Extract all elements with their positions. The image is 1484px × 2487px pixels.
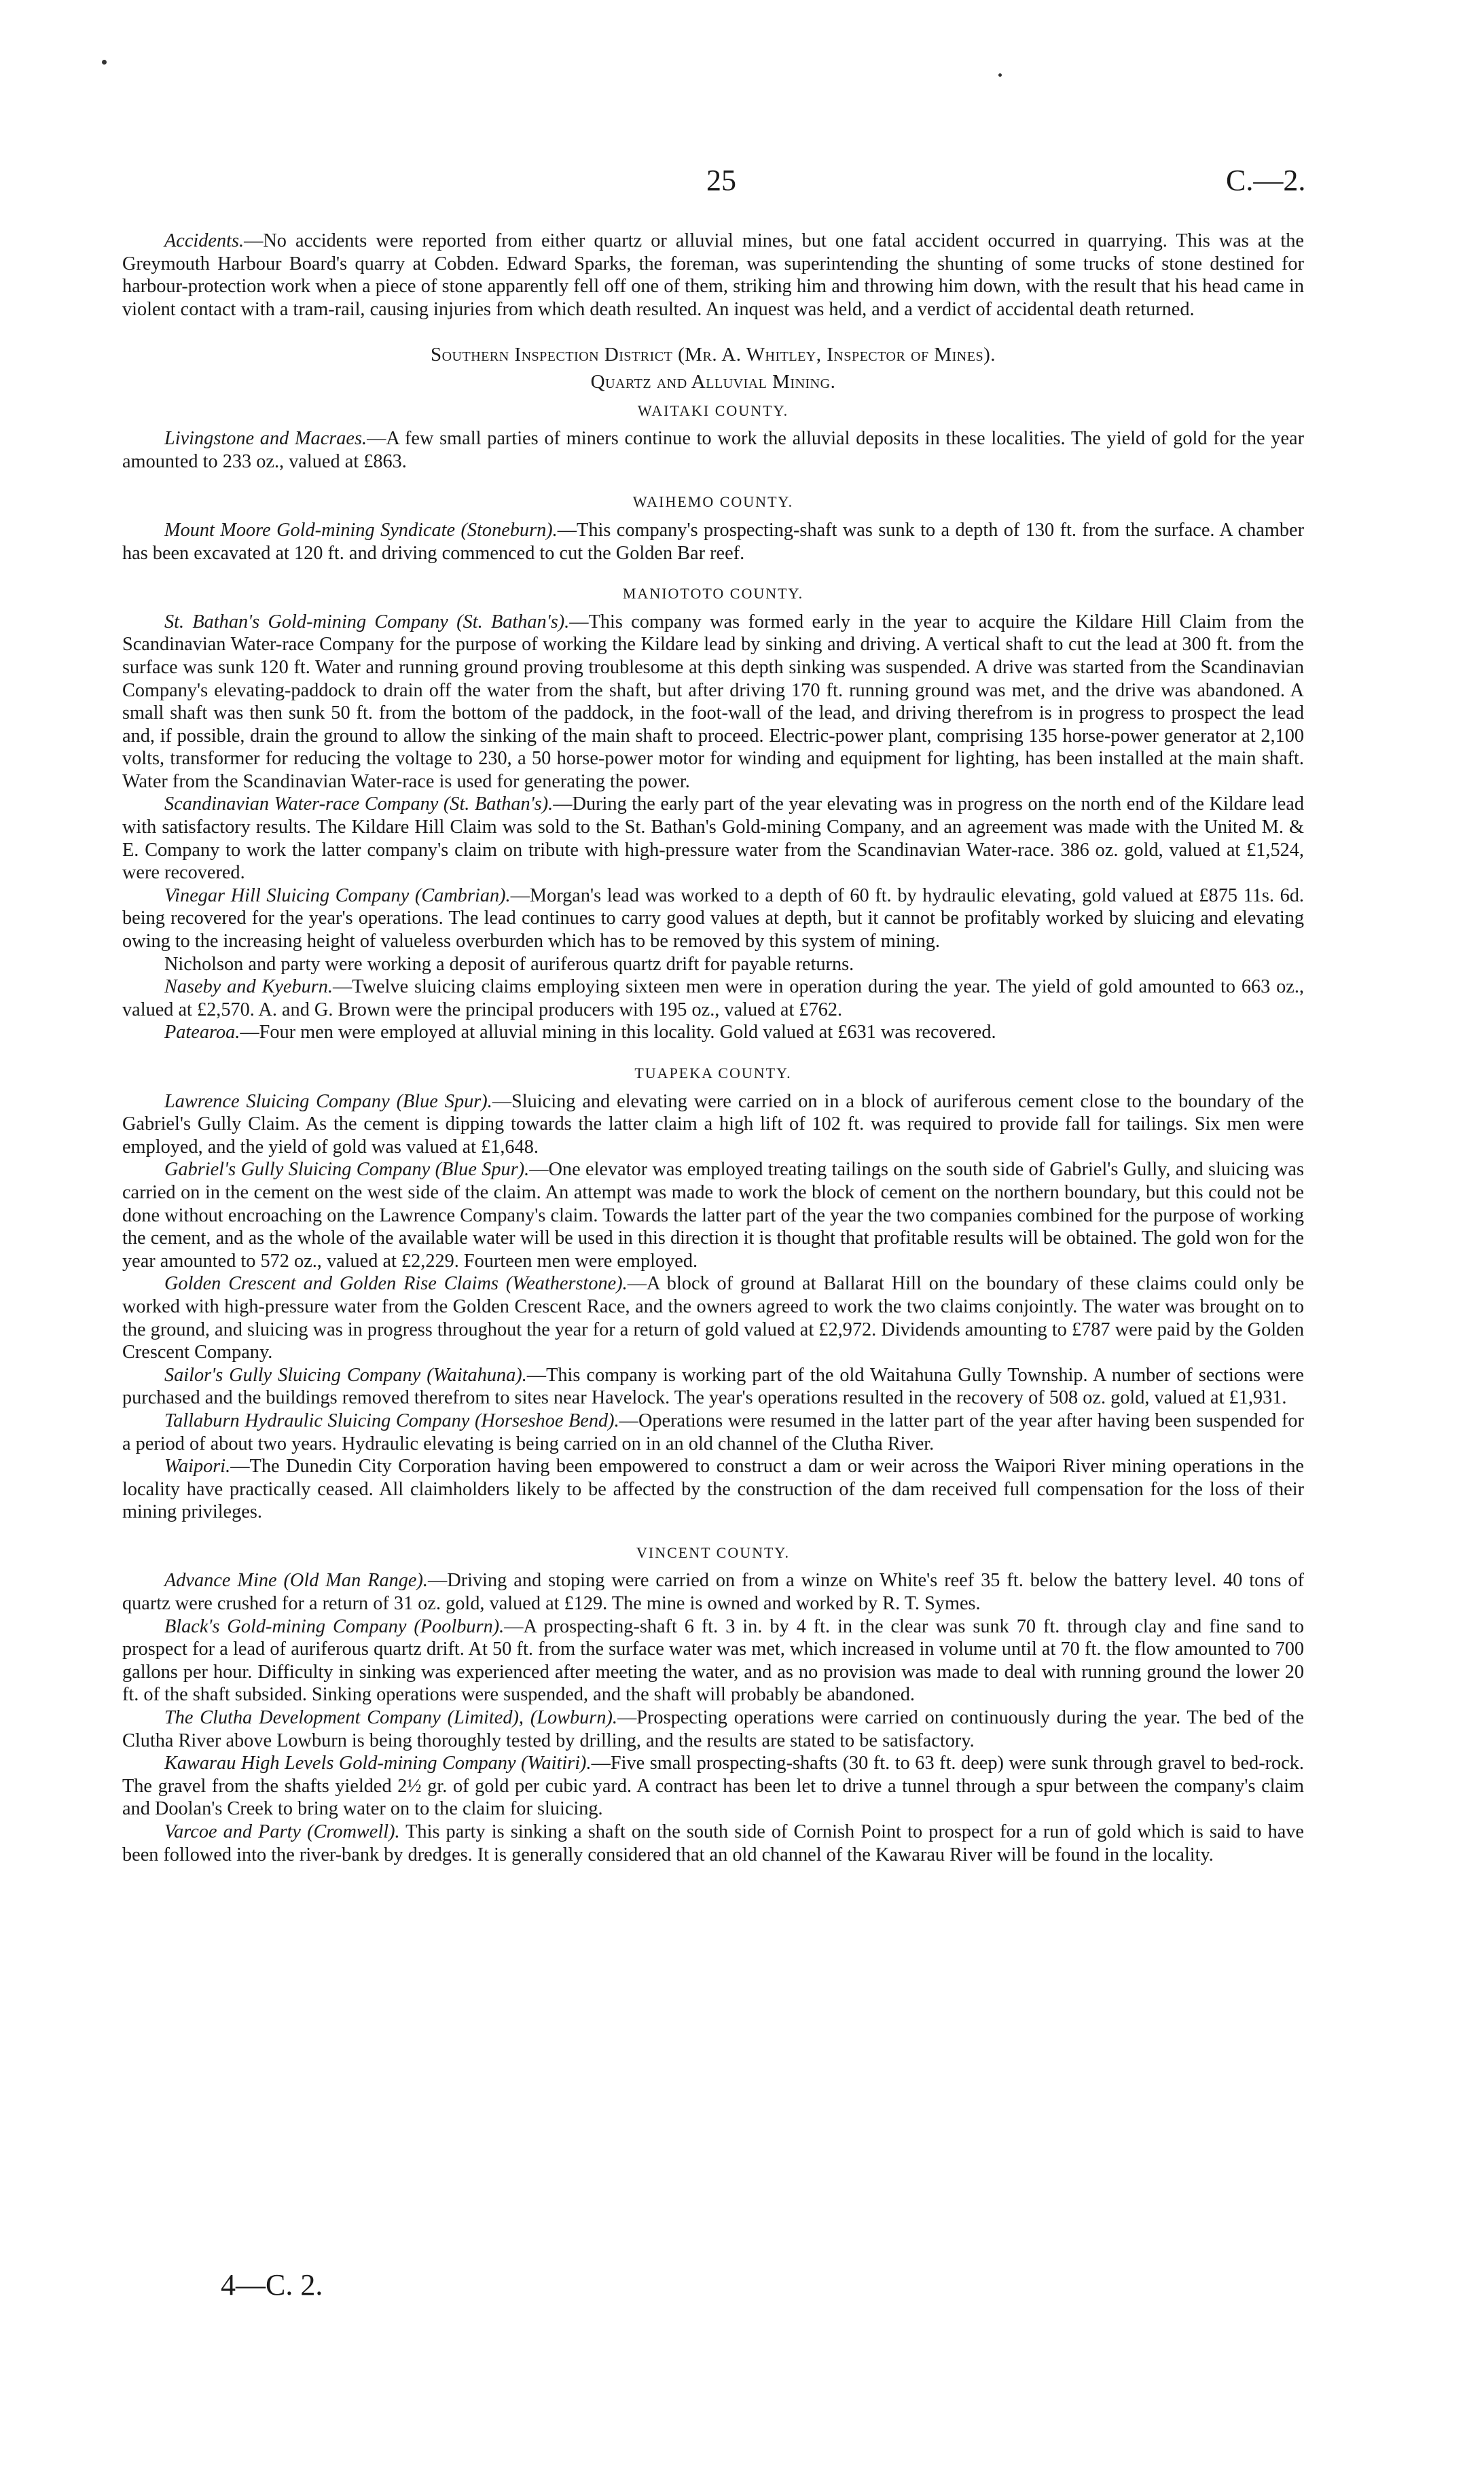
county-heading-vincent: VINCENT COUNTY. [636,1543,790,1561]
paragraph-blacks: Black's Gold-mining Company (Poolburn).—A prospecting-shaft 6 ft. 3 in. by 4 ft. in the clear was sunk 70 ft. through clay and fine sand to prospect for a lead of auriferous quartz drift. At 50 ft. from the surface water was met, which increased in volume until at 70 ft. the flow amounted to 700 gallons per hour. Difficulty in sinking was experienced after meeting the water, and as no provision was made to deal with running ground the lower 20 ft. of the shaft subsided. Sinking operations were suspended, and the shaft will probably be abandoned. [122,1615,1304,1706]
paragraph-sailors-gully: Sailor's Gully Sluicing Company (Waitahuna).—This company is working part of the old Waitahuna Gully Township. A number of sections were purchased and the buildings removed therefrom to sites near Havelock. The year's operations resulted in the recovery of 508 oz. gold, valued at £1,931. [122,1364,1304,1409]
paragraph-mount-moore: Mount Moore Gold-mining Syndicate (Stoneburn).—This company's prospecting-shaft was sunk to a depth of 130 ft. from the surface. A chamber has been excavated at 120 ft. and driving commenced to cut the Golden Bar reef. [122,519,1304,564]
paragraph-advance-mine: Advance Mine (Old Man Range).—Driving and stoping were carried on from a winze on White's reef 35 ft. below the battery level. 40 tons of quartz were crushed for a return of 31 oz. gold, valued at £129. The mine is owned and worked by R. T. Symes. [122,1570,1304,1615]
scan-speck [102,60,107,65]
paragraph-clutha-development: The Clutha Development Company (Limited), (Lowburn).—Prospecting operations were carried on continuously during the year. The bed of the Clutha River above Lowburn is being thoroughly tested by drilling, and the results are stated to be satisfactory. [122,1707,1304,1751]
district-heading: Southern Inspection District (Mr. A. Whitley, Inspector of Mines). [430,344,996,366]
paragraph-tallaburn: Tallaburn Hydraulic Sluicing Company (Horseshoe Bend).—Operations were resumed in the latter part of the year after having been suspended for a period of about two years. Hydraulic elevating is being carried on in an old channel of the Clutha River. [122,1410,1304,1454]
paragraph-text: —No accidents were reported from either quartz or alluvial mines, but one fatal accident occurred in quarrying. This was at the Greymouth Harbour Board's quarry at Cobden. Edward Sparks, the foreman, was superintending the shunting of some trucks of stone destined for harbour-protection work when a piece of stone apparently fell off one of them, striking him and throwing him down, with the result that his head came in violent contact with a tram-rail, causing injuries from which death resulted. An inquest was held, and a verdict of accidental death returned. [122,230,1304,320]
county-heading-waihemo: WAIHEMO COUNTY. [632,493,794,511]
document-reference: C.—2. [1226,164,1306,197]
paragraph-gabriels: Gabriel's Gully Sluicing Company (Blue Spur).—One elevator was employed treating tailings on the south side of Gabriel's Gully, and sluicing was carried on in the cement on the west side of the claim. An attempt was made to work the block of cement on the northern boundary, but this could not be done without encroaching on the Lawrence Company's claim. Towards the latter part of the year the two companies combined for the purpose of working the cement, and as the whole of the available water will be used in this direction it is thought that profitable results will be obtained. The gold won for the year amounted to 572 oz., valued at £2,229. Fourteen men were employed. [122,1159,1304,1272]
paragraph-vinegar-hill: Vinegar Hill Sluicing Company (Cambrian).—Morgan's lead was worked to a depth of 60 ft. by hydraulic elevating, gold valued at £875 11s. 6d. being recovered for the year's operations. The lead continues to carry good values at depth, but it cannot be profitably worked by sluicing and elevating owing to the increasing height of valueless overburden which has to be removed by this system of mining. [122,884,1305,952]
county-heading-tuapeka: TUAPEKA COUNTY. [634,1064,792,1081]
paragraph-livingstone: Livingstone and Macraes.—A few small parties of miners continue to work the alluvial deposits in these localities. The yield of gold for the year amounted to 233 oz., valued at £863. [122,428,1304,472]
paragraph-accidents [122,230,1304,321]
county-heading-maniototo: MANIOTOTO COUNTY. [622,585,804,603]
paragraph-kawarau: Kawarau High Levels Gold-mining Company (Waitiri).—Five small prospecting-shafts (30 ft. to 63 ft. deep) were sunk through gravel to bed-rock. The gravel from the shafts yielded 2½ gr. of gold per cubic yard. A contract has been let to drive a tunnel through a spur between the company's claim and Doolan's Creek to bring water on to the claim for sluicing. [122,1753,1304,1820]
paragraph-patearoa: Patearoa.—Four men were employed at alluvial mining in this locality. Gold valued at £631 was recovered. [164,1022,996,1043]
scan-speck [998,73,1002,77]
paragraph-waipori: Waipori.—The Dunedin City Corporation having been empowered to construct a dam or weir across the Waipori River mining operations in the locality have practically ceased. All claimholders likely to be affected by the construction of the dam received full compensation for the loss of their mining privileges. [122,1456,1304,1523]
paragraph-lawrence: Lawrence Sluicing Company (Blue Spur).—Sluicing and elevating were carried on in a block of auriferous cement close to the boundary of the Gabriel's Gully Claim. As the cement is dipping towards the latter claim a high lift of 102 ft. was required to provide fall for tailings. Six men were employed, and the yield of gold was valued at £1,648. [122,1090,1304,1158]
paragraph-naseby: Naseby and Kyeburn.—Twelve sluicing claims employing sixteen men were in operation during the year. The yield of gold amounted to 663 oz., valued at £2,570. A. and G. Brown were the principal producers with 195 oz., valued at £762. [122,976,1305,1020]
paragraph-lead: Accidents. [164,230,245,251]
county-heading-waitaki: WAITAKI COUNTY. [637,401,789,419]
page-footer-signature: 4—C. 2. [221,2268,323,2302]
section-subheading: Quartz and Alluvial Mining. [590,370,836,393]
paragraph-varcoe: Varcoe and Party (Cromwell). This party is sinking a shaft on the south side of Cornish Point to prospect for a run of gold which is said to have been followed into the river-bank by dredges. It is generally considered that an old channel of the Kawarau River will be found in the locality. [122,1821,1304,1865]
paragraph-st-bathans: St. Bathan's Gold-mining Company (St. Bathan's).—This company was formed early in the year to acquire the Kildare Hill Claim from the Scandinavian Water-race Company for the purpose of working the Kildare lead by sinking and driving. A vertical shaft to cut the lead at 300 ft. from the surface was sunk 120 ft. Water and running ground proving troublesome at this depth sinking was suspended. A drive was started from the Scandinavian Company's elevating-paddock to drain off the water from the shaft, but after driving 170 ft. running ground was met, and the drive was abandoned. A small shaft was then sunk 50 ft. from the bottom of the paddock, in the foot-wall of the lead, and driving therefrom is in progress to prospect the lead and, if possible, drain the ground to allow the sinking of the main shaft to proceed. Electric-power plant, comprising 135 horse-power generator at 2,100 volts, transformer for reducing the voltage to 230, a 50 horse-power motor for winding and equipment for lighting, has been installed at the main shaft. Water from the Scandinavian Water-race is used for generating the power. [122,611,1305,792]
paragraph-scandinavian: Scandinavian Water-race Company (St. Bathan's).—During the early part of the year elevating was in progress on the north end of the Kildare lead with satisfactory results. The Kildare Hill Claim was sold to the St. Bathan's Gold-mining Company, and an agreement was made with the United M. & E. Company to work the latter company's claim on tribute with high-pressure water from the Scandinavian Water-race. 386 oz. gold, valued at £1,524, were recovered. [122,793,1304,884]
page-number: 25 [706,164,736,197]
paragraph-nicholson: Nicholson and party were working a deposit of auriferous quartz drift for payable returns. [164,953,854,975]
paragraph-golden-crescent: Golden Crescent and Golden Rise Claims (Weatherstone).—A block of ground at Ballarat Hill on the boundary of these claims could only be worked with high-pressure water from the Golden Crescent Race, and the owners agreed to work the two claims conjointly. The water was brought on to the ground, and sluicing was in progress throughout the year for a return of gold valued at £2,972. Dividends amounting to £787 were paid by the Golden Crescent Company. [122,1273,1304,1363]
page-body [122,230,1304,1866]
